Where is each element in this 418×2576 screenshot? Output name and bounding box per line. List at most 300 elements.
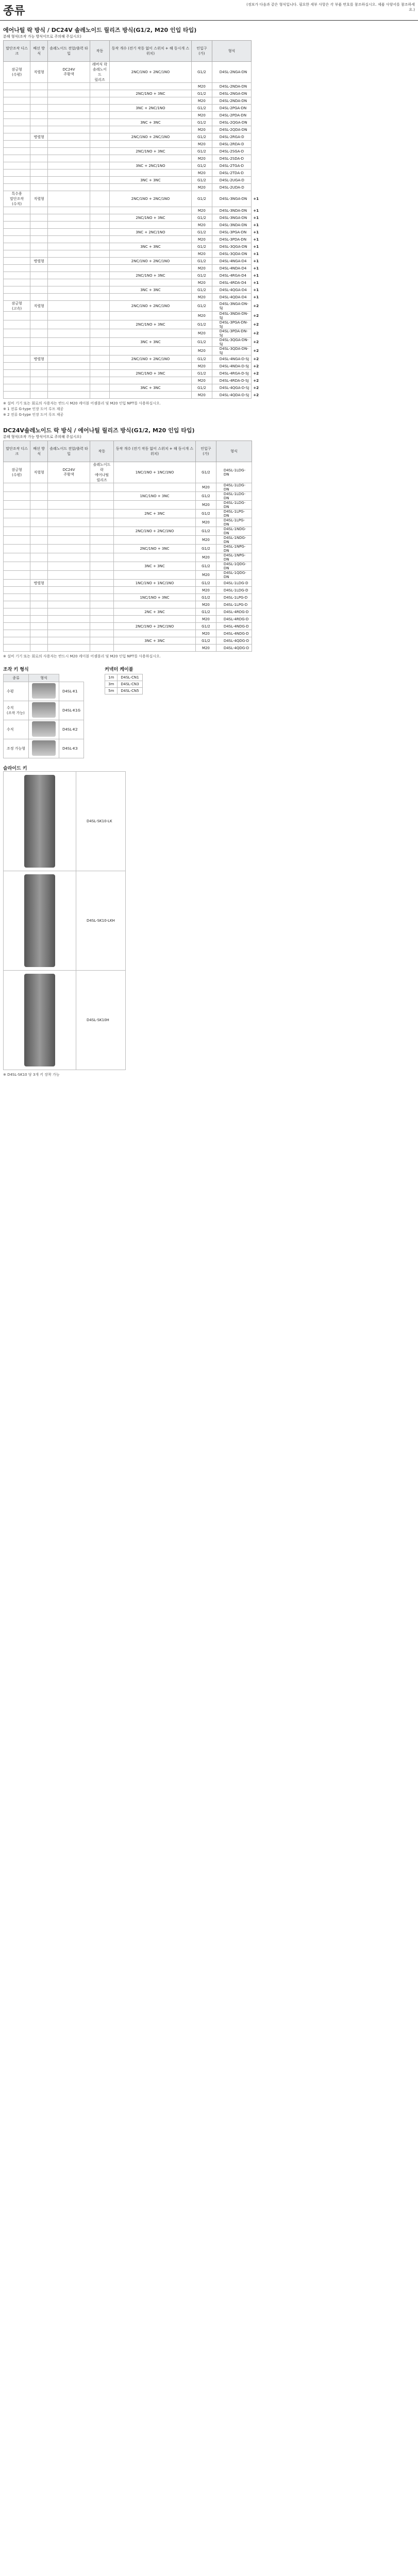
table-cell — [4, 536, 30, 545]
table-cell — [48, 119, 90, 126]
footnote-mark — [252, 536, 261, 545]
table-cell: M20 — [196, 616, 216, 623]
table-cell — [48, 580, 90, 587]
table-cell — [109, 250, 191, 258]
table-cell — [90, 126, 110, 133]
section-subtitle: 분해 형식(조작 가능 방식이므로 주의해 주십시오) — [3, 35, 81, 39]
table-cell: 1NC/1NO + 3NC — [113, 594, 195, 601]
brackets-table — [3, 771, 126, 1070]
model-cell: D4SL-1LDG-DN — [216, 462, 252, 483]
model-cell: D4SL-3NGA-DN-SJ — [212, 301, 252, 312]
table-cell: 병렬형 — [30, 133, 48, 141]
footnote-mark: +1 — [253, 230, 259, 234]
model-cell: D4SL-4NDG-D — [216, 623, 252, 630]
table-cell — [90, 501, 114, 510]
key-image — [32, 702, 56, 718]
table-cell: 2NC/1NO + 2NC/1NO — [113, 623, 195, 630]
table-cell — [90, 272, 110, 279]
table-cell — [30, 265, 48, 272]
table-cell — [113, 536, 195, 545]
table-cell — [90, 536, 114, 545]
table-cell: 솔레노이드 락 에어나틸 릴리즈 — [90, 462, 114, 483]
table-cell — [48, 97, 90, 105]
footnote-mark: +1 — [253, 208, 259, 213]
table-cell: 2NC/1NO + 2NC/1NO — [113, 527, 195, 536]
table-cell — [48, 214, 90, 222]
page-title: 종류 — [3, 5, 25, 18]
table-row — [4, 162, 261, 170]
table-cell — [4, 90, 30, 97]
table-cell — [30, 377, 48, 384]
table-cell — [4, 501, 30, 510]
footnote-mark — [252, 623, 261, 630]
model-cell: D4SL-3NDA-DN-SJ — [212, 312, 252, 320]
table-cell: M20 — [191, 265, 212, 272]
table-cell — [30, 338, 48, 347]
table-cell — [109, 207, 191, 214]
table-cell: M20 — [191, 347, 212, 355]
table-cell — [90, 338, 110, 347]
table-cell: G1/2 — [191, 384, 212, 392]
table-cell: 병렬형 — [30, 258, 48, 265]
table-cell — [4, 545, 30, 553]
table-cell: 2NC/1NO + 2NC/1NO — [109, 191, 191, 207]
table-row — [4, 105, 261, 112]
table-row — [4, 545, 261, 553]
table-cell — [90, 587, 114, 594]
footnote-mark: +2 — [253, 340, 259, 344]
table-row — [4, 141, 261, 148]
table-row — [4, 279, 261, 286]
table-cell — [109, 155, 191, 162]
table-cell — [4, 347, 30, 355]
model-cell: D4SL-1LPG-DN — [216, 518, 252, 527]
model-cell: D4SL-2SDA-D — [212, 155, 252, 162]
table-cell — [109, 279, 191, 286]
table-cell — [90, 294, 110, 301]
footnote-mark — [252, 608, 261, 616]
table-row — [4, 312, 261, 320]
table-cell: 1NC/1NO + 3NC — [113, 492, 195, 501]
table-cell: G1/2 — [191, 370, 212, 377]
table-cell — [48, 207, 90, 214]
table-cell — [4, 222, 30, 229]
table-cell — [4, 377, 30, 384]
table-cell — [109, 377, 191, 384]
note-line: ※ 설비 기기 또는 회로의 사용자는 반드시 M20 케이블 어셈블리 및 M20 인입 NPT를 사용하십시오. — [3, 401, 161, 405]
footnote-mark — [252, 637, 261, 645]
table-cell — [90, 562, 114, 571]
footnote-mark — [252, 170, 261, 177]
table-cell — [30, 553, 48, 562]
table-cell: 2NC/1NO + 2NC/1NO — [109, 301, 191, 312]
section-title: DC24V솔레노이드 락 방식 / 에어나틸 릴리즈 방식(G1/2, M20 인입 타입) — [3, 427, 195, 434]
table-cell — [30, 608, 48, 616]
key-row — [4, 739, 84, 758]
footnote-mark — [252, 177, 261, 184]
table-cell — [4, 294, 30, 301]
bracket-model: D4SL-SK10-LK — [76, 772, 126, 871]
table-cell — [90, 258, 110, 265]
table-cell — [4, 214, 30, 222]
key-model: D4SL-K1 — [59, 682, 84, 701]
cable-cell: D4SL-CN3 — [118, 681, 142, 688]
model-cell: D4SL-4QDG-D — [216, 637, 252, 645]
model-cell: D4SL-4QDA-D4 — [212, 294, 252, 301]
table-cell: M20 — [191, 170, 212, 177]
key-image-cell — [29, 739, 59, 758]
footnote-mark — [252, 562, 261, 571]
table-cell — [4, 207, 30, 214]
table-cell — [90, 553, 114, 562]
table-cell: G1/2 — [191, 320, 212, 329]
table-row — [4, 148, 261, 155]
table-cell — [30, 363, 48, 370]
footnote-mark — [252, 155, 261, 162]
brackets-section — [0, 761, 418, 1078]
table-row — [4, 377, 261, 384]
table-cell — [109, 363, 191, 370]
table-cell — [48, 630, 90, 637]
table-cell — [4, 571, 30, 580]
table-cell: M20 — [191, 294, 212, 301]
table-cell — [30, 370, 48, 377]
table-cell: 3NC + 2NC/1NO — [109, 162, 191, 170]
table-cell — [48, 250, 90, 258]
column-header: 작동 — [90, 41, 110, 62]
table-cell — [4, 243, 30, 250]
column-header: 배선 방식 — [30, 41, 48, 62]
model-cell: D4SL-4NDA-D4 — [212, 265, 252, 272]
table-cell — [90, 177, 110, 184]
table-cell: 직렬형 — [30, 191, 48, 207]
table-cell — [48, 587, 90, 594]
footnote-mark — [252, 501, 261, 510]
table-row — [4, 207, 261, 214]
table-row — [4, 329, 261, 338]
table-cell — [48, 645, 90, 652]
cable-cell: 1m — [105, 674, 118, 681]
table-cell: 1NC/1NO + 1NC/1NO — [113, 580, 195, 587]
table-cell — [4, 384, 30, 392]
table-row — [4, 250, 261, 258]
footnote-mark — [252, 97, 261, 105]
table-cell — [4, 272, 30, 279]
table-cell — [4, 83, 30, 90]
model-cell: D4SL-3PDA-DN-SJ — [212, 329, 252, 338]
table-cell: M20 — [196, 630, 216, 637]
model-cell: D4SL-2SGA-D — [212, 148, 252, 155]
table-row — [4, 265, 261, 272]
table-cell: G1/2 — [191, 338, 212, 347]
section-notes — [3, 401, 415, 418]
keys-title: 조작 키 형식 — [3, 667, 29, 672]
table-cell — [4, 562, 30, 571]
table-cell — [4, 601, 30, 608]
table-cell — [48, 510, 90, 518]
table-cell — [4, 510, 30, 518]
table-cell — [90, 510, 114, 518]
table-cell — [109, 236, 191, 243]
table-row — [4, 243, 261, 250]
table-row — [4, 112, 261, 119]
table-cell — [4, 594, 30, 601]
table-cell — [4, 492, 30, 501]
page — [0, 0, 418, 1081]
model-cell: D4SL-3NDA-DN — [212, 222, 252, 229]
table-cell — [4, 645, 30, 652]
section-notes — [3, 654, 415, 659]
table-cell — [48, 184, 90, 191]
model-cell: D4SL-1QDG-DN — [216, 562, 252, 571]
table-cell — [109, 126, 191, 133]
bracket-row — [4, 971, 126, 1070]
table-cell — [109, 97, 191, 105]
table-cell — [4, 518, 30, 527]
table-cell: M20 — [196, 501, 216, 510]
key-row — [4, 682, 84, 701]
header-note: (정보가 다음과 같은 형식입니다. 필요한 세부 사항은 각 부품 번호를 참조하십시오. 제품 사양서를 참조하세요.) — [246, 3, 415, 12]
table-cell — [48, 377, 90, 384]
table-cell — [113, 616, 195, 623]
table-cell — [30, 637, 48, 645]
model-cell: D4SL-3PGA-DN — [212, 229, 252, 236]
table-cell — [4, 105, 30, 112]
footnote-mark — [252, 510, 261, 518]
table-row — [4, 170, 261, 177]
table-cell — [30, 184, 48, 191]
model-cell: D4SL-3NGA-DN — [212, 191, 252, 207]
footnote-mark — [252, 462, 261, 483]
table-cell — [30, 601, 48, 608]
table-cell — [90, 377, 110, 384]
table-cell: G1/2 — [191, 133, 212, 141]
table-cell — [30, 229, 48, 236]
table-row — [4, 587, 261, 594]
table-cell — [48, 155, 90, 162]
table-cell: M20 — [191, 236, 212, 243]
table-cell — [30, 320, 48, 329]
table-cell — [30, 510, 48, 518]
table-cell — [90, 370, 110, 377]
cable-table — [105, 674, 142, 694]
model-cell: D4SL-2RGA-D — [212, 133, 252, 141]
table-cell: 2NC + 3NC — [113, 608, 195, 616]
footnote-mark — [252, 587, 261, 594]
footnote-mark: +2 — [253, 364, 259, 368]
table-cell: M20 — [191, 377, 212, 384]
table-cell: M20 — [196, 518, 216, 527]
table-row — [4, 184, 261, 191]
table-cell — [4, 527, 30, 536]
table-cell: G1/2 — [191, 119, 212, 126]
table-cell: M20 — [191, 83, 212, 90]
model-cell: D4SL-1LPG-D — [216, 594, 252, 601]
table-cell — [30, 392, 48, 399]
table-cell — [109, 141, 191, 148]
table-cell — [48, 320, 90, 329]
footnote-mark — [252, 162, 261, 170]
key-image-cell — [29, 701, 59, 720]
key-type: 조정 가능형 — [4, 739, 29, 758]
table-cell — [4, 320, 30, 329]
table-cell — [48, 483, 90, 492]
footnote-mark — [252, 594, 261, 601]
column-header: 솔레노이드 전압/출력 타입 — [48, 41, 90, 62]
table-cell: M20 — [196, 483, 216, 492]
table-cell — [30, 384, 48, 392]
table-cell — [48, 148, 90, 155]
table-row — [4, 222, 261, 229]
model-cell: D4SL-2NGA-DN — [212, 90, 252, 97]
table-cell — [30, 527, 48, 536]
table-cell: M20 — [191, 184, 212, 191]
footnote-mark — [252, 616, 261, 623]
table-cell — [90, 184, 110, 191]
table-cell — [4, 250, 30, 258]
table-row — [4, 355, 261, 363]
footnote-mark — [252, 112, 261, 119]
table-cell — [4, 265, 30, 272]
table-cell: 2NC + 3NC — [113, 510, 195, 518]
table-cell: G1/2 — [191, 62, 212, 83]
model-cell: D4SL-4RDA-D4 — [212, 279, 252, 286]
model-cell: D4SL-1QDG-DN — [216, 571, 252, 580]
table-row — [4, 338, 261, 347]
footnote-mark — [252, 90, 261, 97]
footnote-mark: +1 — [253, 244, 259, 249]
table-cell — [30, 483, 48, 492]
table-cell — [4, 133, 30, 141]
key-image-cell — [29, 720, 59, 739]
table-cell — [48, 608, 90, 616]
table-cell: G1/2 — [196, 637, 216, 645]
model-cell: D4SL-4RDA-D-SJ — [212, 377, 252, 384]
table-cell — [90, 492, 114, 501]
model-cell: D4SL-2NGA-DN — [212, 62, 252, 83]
model-cell: D4SL-2QGA-DN — [212, 119, 252, 126]
model-cell: D4SL-3NGA-DN — [212, 214, 252, 222]
table-cell: 잠금형 (수평) — [4, 462, 30, 483]
footnote-mark — [252, 483, 261, 492]
table-cell: G1/2 — [191, 286, 212, 294]
table-cell — [48, 294, 90, 301]
column-header: 작동 — [90, 441, 114, 462]
table-cell — [4, 279, 30, 286]
table-cell — [48, 637, 90, 645]
note-line: ※ 설비 기기 또는 회로의 사용자는 반드시 M20 케이블 어셈블리 및 M20 인입 NPT를 사용하십시오. — [3, 654, 161, 658]
table-cell: G1/2 — [196, 608, 216, 616]
table-row — [4, 462, 261, 483]
table-cell — [30, 243, 48, 250]
model-cell: D4SL-2TDA-D — [212, 170, 252, 177]
table-cell: 특수용 말단조작 (수직) — [4, 191, 30, 207]
table-cell — [30, 170, 48, 177]
table-cell — [90, 601, 114, 608]
table-cell — [48, 265, 90, 272]
table-row — [4, 601, 261, 608]
product-table — [3, 440, 261, 652]
table-cell — [30, 126, 48, 133]
model-cell: D4SL-2TGA-D — [212, 162, 252, 170]
table-row — [4, 536, 261, 545]
table-cell — [48, 312, 90, 320]
footnote-mark: +2 — [253, 304, 259, 308]
table-cell: 레버식 락 솔레노이드 릴리즈 — [90, 62, 110, 83]
footnote-mark: +1 — [253, 287, 259, 292]
table-cell: G1/2 — [196, 510, 216, 518]
table-row — [4, 370, 261, 377]
footnote-mark — [252, 126, 261, 133]
table-cell — [113, 483, 195, 492]
table-cell: G1/2 — [191, 258, 212, 265]
table-cell: G1/2 — [196, 562, 216, 571]
table-row — [4, 97, 261, 105]
table-cell — [48, 258, 90, 265]
table-cell — [48, 623, 90, 630]
table-cell — [90, 616, 114, 623]
table-cell — [48, 594, 90, 601]
table-cell — [90, 545, 114, 553]
table-cell: G1/2 — [191, 214, 212, 222]
table-row — [4, 177, 261, 184]
table-cell: 2NC/1NO + 2NC/1NO — [109, 62, 191, 83]
table-cell: M20 — [191, 222, 212, 229]
key-model: D4SL-K1G — [59, 701, 84, 720]
table-cell — [48, 286, 90, 294]
footnote-mark — [252, 571, 261, 580]
table-cell: G1/2 — [191, 177, 212, 184]
key-image — [32, 740, 56, 756]
table-cell — [48, 553, 90, 562]
table-cell — [109, 294, 191, 301]
table-cell — [48, 571, 90, 580]
table-cell — [30, 214, 48, 222]
table-cell — [4, 616, 30, 623]
table-cell — [30, 83, 48, 90]
table-cell — [90, 214, 110, 222]
model-cell: D4SL-4QDA-D-SJ — [212, 392, 252, 399]
table-cell: 2NC/1NO + 2NC/1NO — [109, 133, 191, 141]
footnote-mark — [252, 580, 261, 587]
table-cell: 병렬형 — [30, 580, 48, 587]
table-cell — [48, 501, 90, 510]
table-cell — [4, 141, 30, 148]
footnote-mark — [252, 545, 261, 553]
table-row — [4, 562, 261, 571]
model-cell: D4SL-2QDA-DN — [212, 126, 252, 133]
table-cell — [48, 492, 90, 501]
table-cell — [48, 236, 90, 243]
footnote-mark: +1 — [253, 259, 259, 263]
table-cell — [90, 301, 110, 312]
cable-row — [105, 674, 142, 681]
table-cell: 3NC + 3NC — [109, 177, 191, 184]
note-line: ※ 1 전류 G-type 인장 도어 루프 제공 — [3, 407, 64, 411]
table-cell — [30, 207, 48, 214]
table-cell — [48, 162, 90, 170]
footnote-mark — [252, 601, 261, 608]
footnote-mark: +2 — [253, 393, 259, 397]
table-cell — [30, 562, 48, 571]
table-row — [4, 630, 261, 637]
table-row — [4, 214, 261, 222]
table-cell: DC24V 주황색 — [48, 462, 90, 483]
table-cell — [109, 112, 191, 119]
table-cell — [113, 571, 195, 580]
table-cell — [48, 222, 90, 229]
table-cell — [90, 191, 110, 207]
